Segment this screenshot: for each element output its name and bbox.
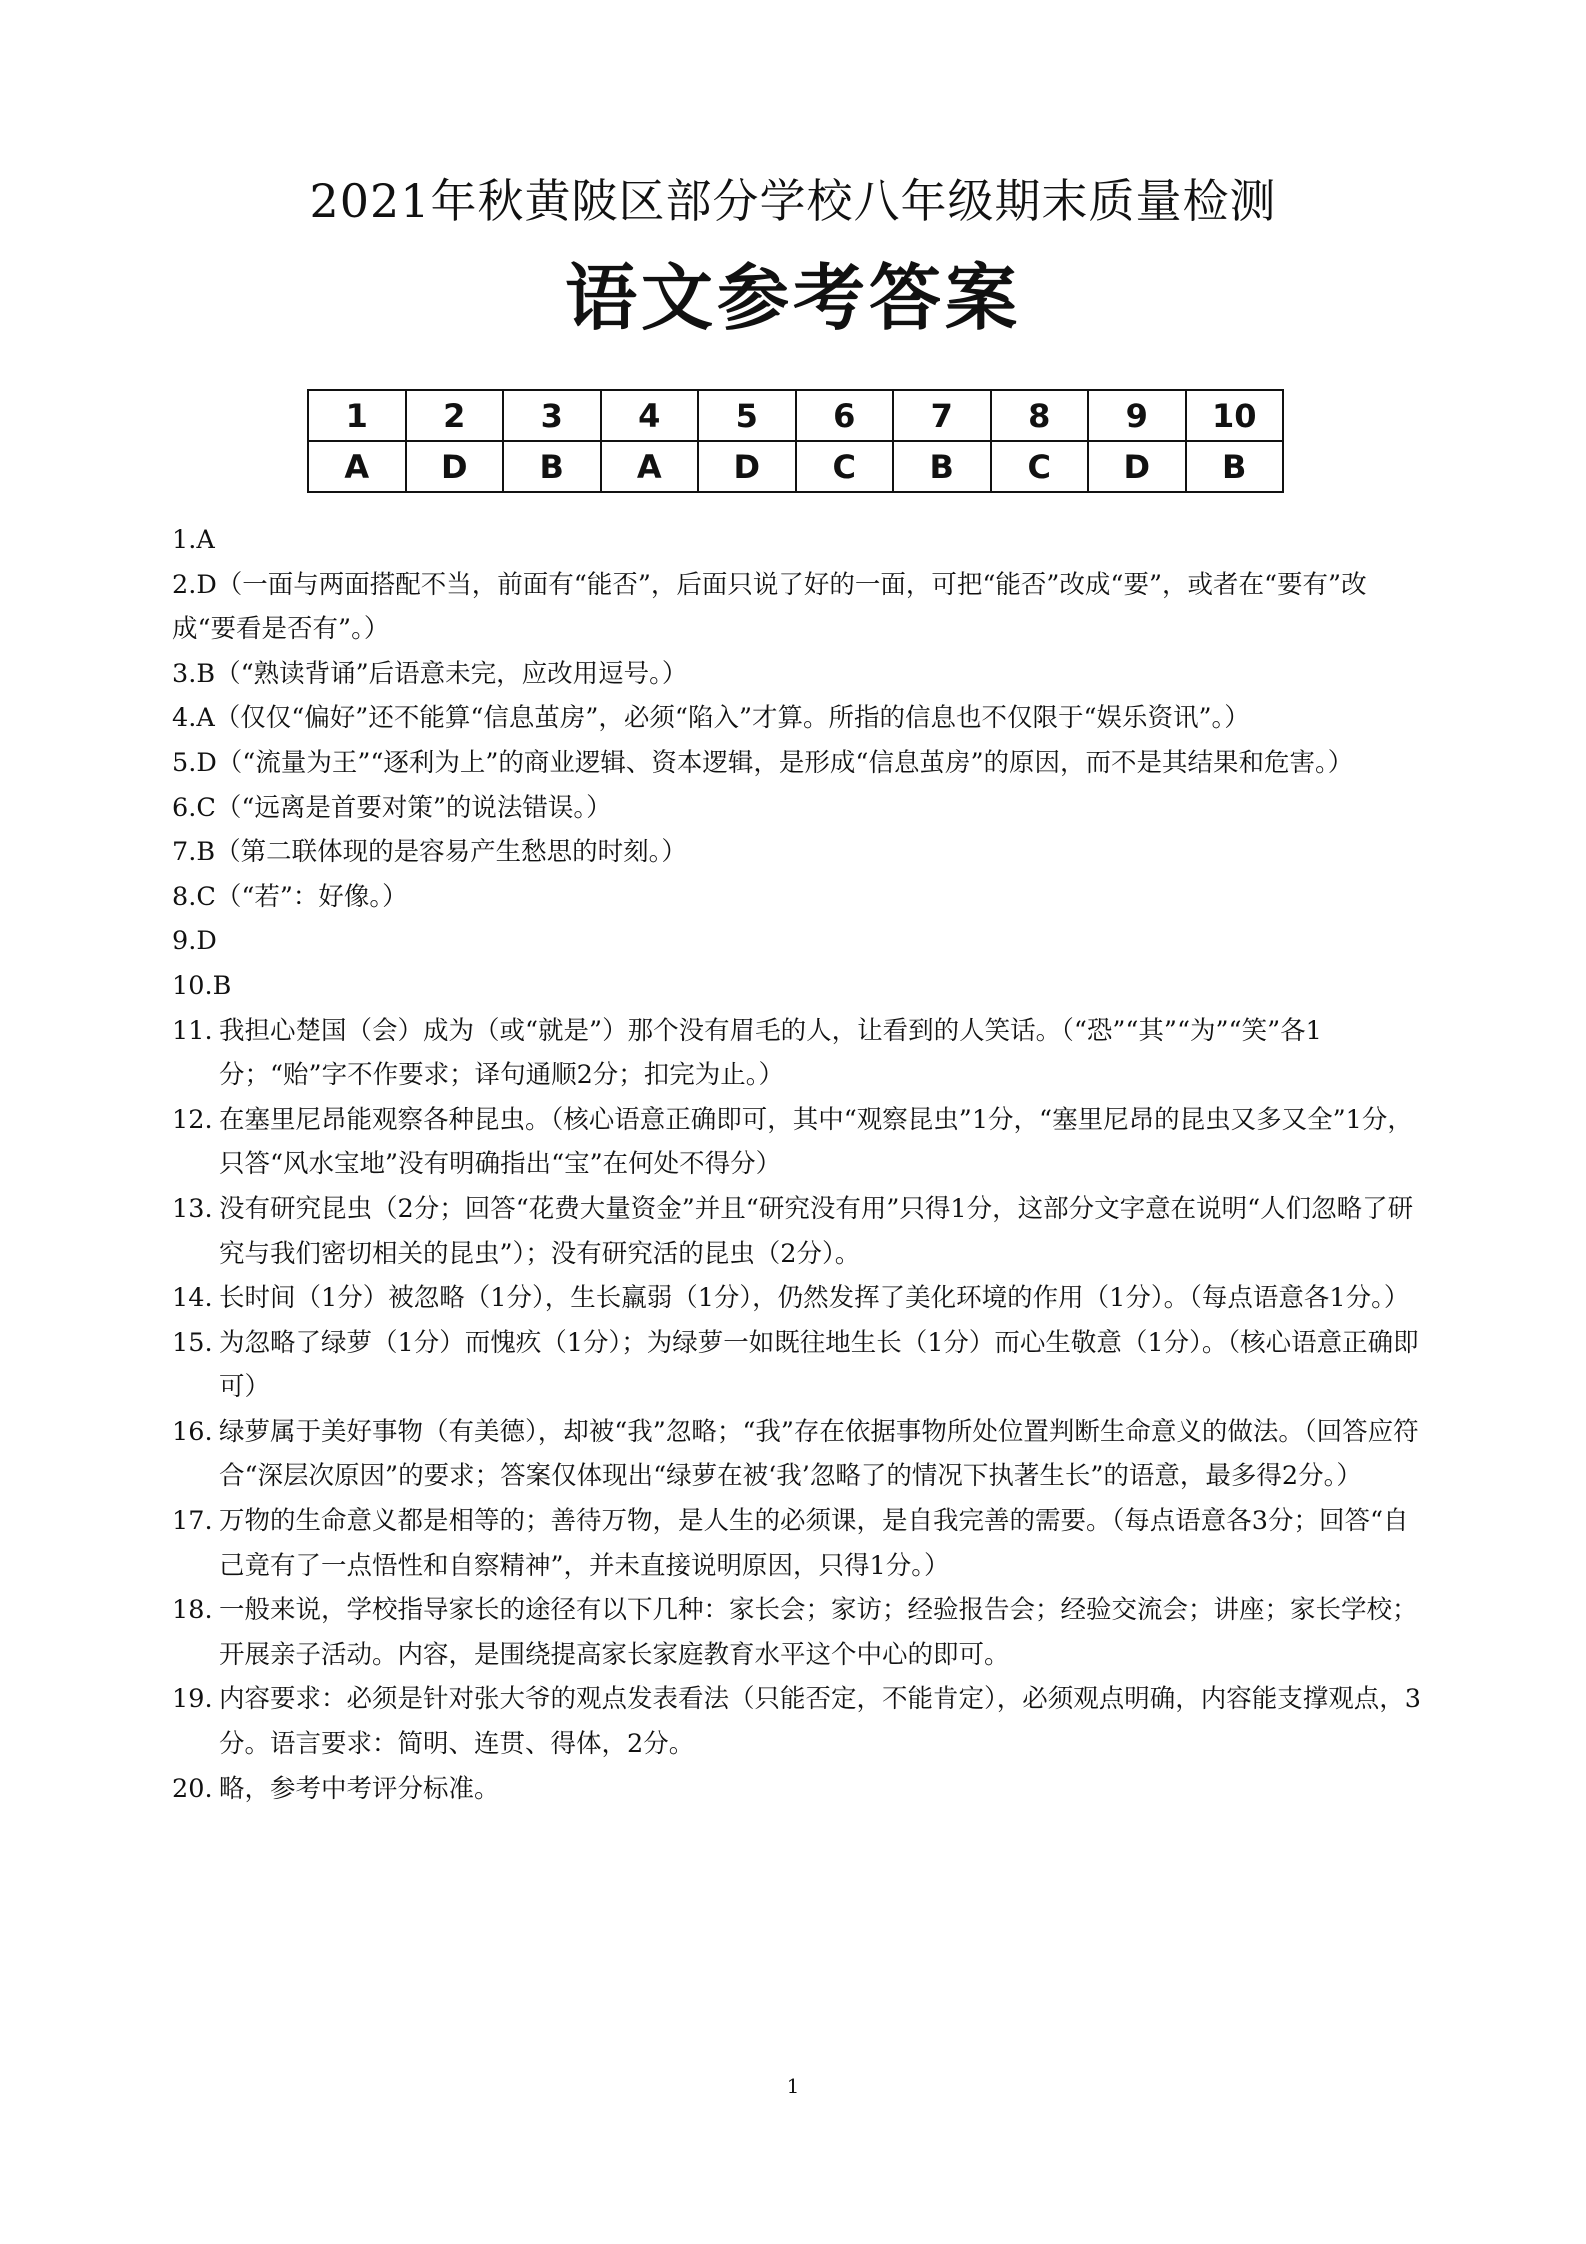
document-subtitle: 语文参考答案 bbox=[564, 256, 1021, 340]
question-number-cell: 7 bbox=[893, 390, 991, 441]
answer-number: 19. bbox=[172, 1684, 213, 1715]
answer-number: 2. bbox=[172, 569, 197, 600]
answer-text: 一般来说，学校指导家长的途径有以下几种：家长会；家访；经验报告会；经验交流会；讲座；家长学校；开展亲子活动。内容，是围绕提高家长家庭教育水平这个中心的即可。 bbox=[219, 1595, 1418, 1670]
answer-item bbox=[172, 1187, 1422, 1276]
answer-letter-cell: B bbox=[893, 441, 991, 492]
question-number-cell: 5 bbox=[698, 390, 796, 441]
answer-item bbox=[172, 875, 1422, 920]
answer-text: 内容要求：必须是针对张大爷的观点发表看法（只能否定，不能肯定），必须观点明确，内容能支撑观点，3分。语言要求：简明、连贯、得体，2分。 bbox=[219, 1684, 1421, 1760]
answer-letter-cell: A bbox=[308, 441, 406, 492]
answer-number: 7. bbox=[172, 837, 197, 868]
answer-text: D（一面与两面搭配不当，前面有“能否”，后面只说了好的一面，可把“能否”改成“要”，或者在“要有”改成“要看是否有”。） bbox=[172, 569, 1367, 645]
answer-text: C（“若”：好像。） bbox=[196, 881, 408, 912]
answer-text: 长时间（1分）被忽略（1分），生长羸弱（1分），仍然发挥了美化环境的作用（1分）。（每点语意各1分。） bbox=[219, 1283, 1410, 1314]
answer-letter-cell: A bbox=[601, 441, 699, 492]
answer-item bbox=[172, 1499, 1422, 1588]
answer-item bbox=[172, 1410, 1422, 1499]
page-title: 2021年秋黄陂区部分学校八年级期末质量检测 bbox=[309, 174, 1277, 228]
answer-item bbox=[172, 563, 1422, 652]
answer-number: 1. bbox=[172, 525, 197, 555]
answer-item bbox=[172, 830, 1422, 875]
answer-item bbox=[172, 1321, 1422, 1410]
answer-item bbox=[172, 1276, 1422, 1321]
answer-letter-cell: C bbox=[991, 441, 1089, 492]
question-number-cell: 2 bbox=[406, 390, 504, 441]
answer-letter-cell: D bbox=[1088, 441, 1186, 492]
answer-text: 为忽略了绿萝（1分）而愧疚（1分）；为绿萝一如既往地生长（1分）而心生敬意（1分）。（核心语意正确即可） bbox=[219, 1327, 1419, 1403]
answer-item bbox=[172, 518, 1422, 563]
answer-key-table bbox=[307, 389, 1284, 493]
answer-letter-cell: B bbox=[503, 441, 601, 492]
answer-item bbox=[172, 696, 1422, 741]
answer-number: 13. bbox=[172, 1193, 213, 1224]
answer-text: 在塞里尼昂能观察各种昆虫。（核心语意正确即可，其中“观察昆虫”1分，“塞里尼昂的昆虫又多又全”1分，只答“风水宝地”没有明确指出“宝”在何处不得分） bbox=[219, 1104, 1413, 1180]
question-number-cell: 1 bbox=[308, 390, 406, 441]
answer-item bbox=[172, 1677, 1422, 1766]
answer-number: 18. bbox=[172, 1595, 213, 1626]
answer-item bbox=[172, 1098, 1422, 1187]
answer-number: 11. bbox=[172, 1015, 213, 1046]
answer-item bbox=[172, 964, 1422, 1009]
answer-letter-cell: D bbox=[698, 441, 796, 492]
question-number-cell: 9 bbox=[1088, 390, 1186, 441]
answer-letter-cell: C bbox=[796, 441, 894, 492]
answer-number: 12. bbox=[172, 1104, 213, 1135]
answer-number: 3. bbox=[172, 658, 197, 689]
answer-number: 6. bbox=[172, 792, 197, 823]
answer-explanations bbox=[172, 518, 1422, 1811]
answer-number: 17. bbox=[172, 1506, 213, 1537]
answer-text: C（“远离是首要对策”的说法错误。） bbox=[196, 792, 612, 823]
answer-letter-cell: B bbox=[1186, 441, 1284, 492]
answer-number: 15. bbox=[172, 1327, 213, 1358]
answer-text: 我担心楚国（会）成为（或“就是”）那个没有眉毛的人，让看到的人笑话。（“恐”“其”“为”“笑”各1分；“贻”字不作要求；译句通顺2分；扣完为止。） bbox=[219, 1015, 1322, 1091]
question-number-cell: 10 bbox=[1186, 390, 1284, 441]
answer-text: A bbox=[196, 525, 215, 555]
answer-number: 14. bbox=[172, 1283, 213, 1314]
answer-letter-row bbox=[308, 441, 1283, 492]
answer-text: 万物的生命意义都是相等的；善待万物，是人生的必须课，是自我完善的需要。（每点语意各3分；回答“自己竟有了一点悟性和自察精神”，并未直接说明原因，只得1分。） bbox=[219, 1506, 1409, 1581]
answer-item bbox=[172, 1588, 1422, 1677]
answer-number: 20. bbox=[172, 1773, 213, 1804]
answer-item bbox=[172, 1009, 1422, 1098]
answer-item bbox=[172, 741, 1422, 786]
answer-text: 略，参考中考评分标准。 bbox=[219, 1773, 500, 1804]
page-number: 1 bbox=[786, 2074, 800, 2098]
answer-text: D（“流量为王”“逐利为上”的商业逻辑、资本逻辑，是形成“信息茧房”的原因，而不是其结果和危害。） bbox=[196, 747, 1354, 778]
question-number-cell: 8 bbox=[991, 390, 1089, 441]
question-number-cell: 6 bbox=[796, 390, 894, 441]
answer-number: 9. bbox=[172, 926, 197, 957]
answer-letter-cell: D bbox=[406, 441, 504, 492]
answer-item bbox=[172, 786, 1422, 831]
answer-number: 16. bbox=[172, 1416, 213, 1447]
answer-text: 绿萝属于美好事物（有美德），却被“我”忽略；“我”存在依据事物所处位置判断生命意义的做法。（回答应符合“深层次原因”的要求；答案仅体现出“绿萝在被‘我’忽略了的情况下执著生长”的语意，最多得2分。） bbox=[219, 1416, 1419, 1492]
answer-number: 5. bbox=[172, 747, 197, 778]
answer-number: 4. bbox=[172, 703, 197, 734]
answer-text: A（仅仅“偏好”还不能算“信息茧房”，必须“陷入”才算。所指的信息也不仅限于“娱乐资讯”。） bbox=[196, 703, 1250, 734]
answer-text: B（第二联体现的是容易产生愁思的时刻。） bbox=[196, 837, 687, 868]
question-number-cell: 3 bbox=[503, 390, 601, 441]
answer-number: 10. bbox=[172, 970, 213, 1001]
question-number-row bbox=[308, 390, 1283, 441]
question-number-cell: 4 bbox=[601, 390, 699, 441]
answer-text: 没有研究昆虫（2分；回答“花费大量资金”并且“研究没有用”只得1分，这部分文字意在说明“人们忽略了研究与我们密切相关的昆虫”）；没有研究活的昆虫（2分）。 bbox=[219, 1193, 1414, 1269]
answer-text: B（“熟读背诵”后语意未完，应改用逗号。） bbox=[196, 658, 688, 689]
answer-text: B bbox=[212, 970, 232, 1001]
answer-item bbox=[172, 919, 1422, 964]
answer-item bbox=[172, 1767, 1422, 1812]
answer-number: 8. bbox=[172, 881, 197, 912]
answer-item bbox=[172, 652, 1422, 697]
answer-text: D bbox=[196, 926, 217, 957]
